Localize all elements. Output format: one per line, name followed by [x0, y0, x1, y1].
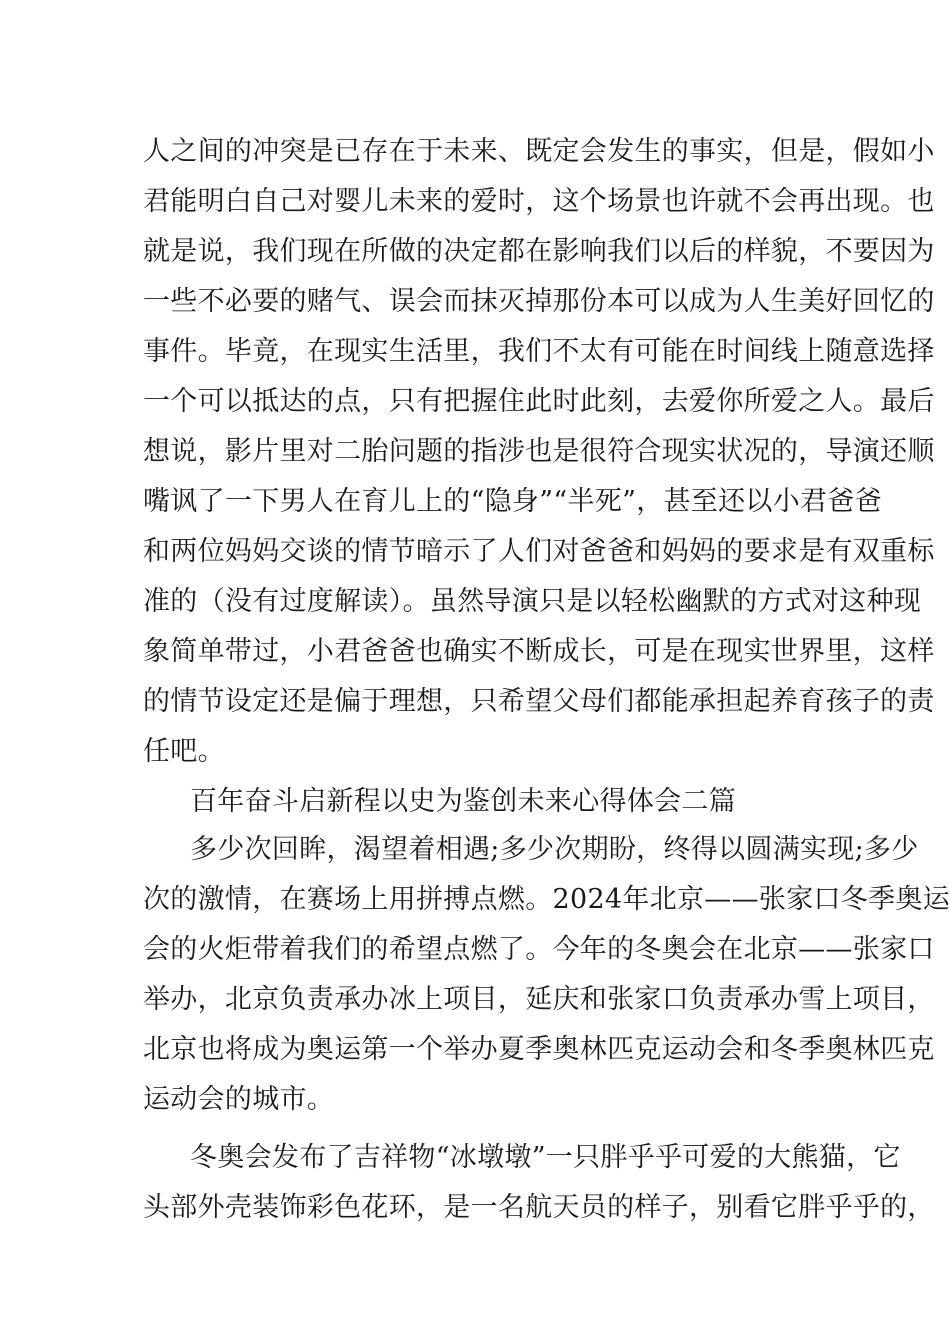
paragraph-1-line-10: 准的（没有过度解读）。虽然导演只是以轻松幽默的方式对这种现: [143, 586, 922, 617]
paragraph-2-line-1: 多少次回眸，渴望着相遇;多少次期盼，终得以圆满实现;多少: [190, 834, 919, 865]
paragraph-2-line-6: 运动会的城市。: [143, 1084, 335, 1115]
paragraph-1-line-3: 就是说，我们现在所做的决定都在影响我们以后的样貌，不要因为: [143, 236, 935, 267]
paragraph-2-line-2: 次的激情，在赛场上用拼搏点燃。2024年北京——张家口冬季奥运: [143, 884, 950, 915]
paragraph-1-line-12: 的情节设定还是偏于理想，只希望父母们都能承担起养育孩子的责: [143, 686, 935, 717]
section-heading: 百年奋斗启新程以史为鉴创未来心得体会二篇: [190, 786, 736, 817]
paragraph-1-line-7: 想说，影片里对二胎问题的指涉也是很符合现实状况的，导演还顺: [143, 436, 935, 467]
paragraph-3-line-1: 冬奥会发布了吉祥物“冰墩墩”一只胖乎乎可爱的大熊猫，它: [190, 1142, 901, 1173]
paragraph-2-line-3: 会的火炬带着我们的希望点燃了。今年的冬奥会在北京——张家口: [143, 934, 935, 965]
paragraph-1-line-5: 事件。毕竟，在现实生活里，我们不太有可能在时间线上随意选择: [143, 336, 935, 367]
paragraph-1-line-13: 任吧。: [143, 736, 225, 767]
paragraph-2-line-4: 举办，北京负责承办冰上项目，延庆和张家口负责承办雪上项目，: [143, 984, 935, 1015]
paragraph-1-line-4: 一些不必要的赌气、误会而抹灭掉那份本可以成为人生美好回忆的: [143, 286, 935, 317]
paragraph-1-line-9: 和两位妈妈交谈的情节暗示了人们对爸爸和妈妈的要求是有双重标: [143, 536, 935, 567]
paragraph-1-line-2: 君能明白自己对婴儿未来的爱时，这个场景也许就不会再出现。也: [143, 186, 935, 217]
paragraph-3-line-2: 头部外壳装饰彩色花环，是一名航天员的样子，别看它胖乎乎的，: [143, 1192, 935, 1223]
paragraph-1-line-1: 人之间的冲突是已存在于未来、既定会发生的事实，但是，假如小: [143, 136, 935, 167]
paragraph-1-line-8: 嘴讽了一下男人在育儿上的“隐身”“半死”，甚至还以小君爸爸: [143, 486, 882, 517]
paragraph-2-line-5: 北京也将成为奥运第一个举办夏季奥林匹克运动会和冬季奥林匹克: [143, 1034, 935, 1065]
paragraph-1-line-11: 象简单带过，小君爸爸也确实不断成长，可是在现实世界里，这样: [143, 636, 935, 667]
paragraph-1-line-6: 一个可以抵达的点，只有把握住此时此刻，去爱你所爱之人。最后: [143, 386, 935, 417]
